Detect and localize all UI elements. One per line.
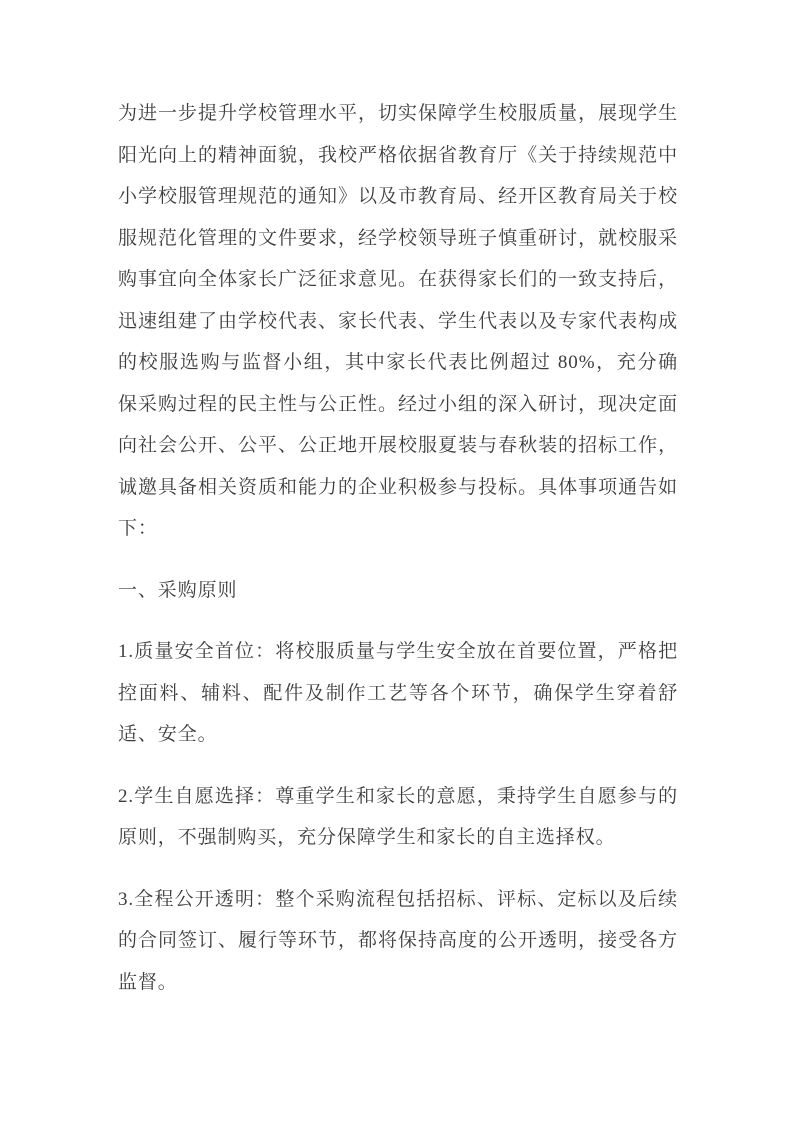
principle-open-transparency: 3.全程公开透明：整个采购流程包括招标、评标、定标以及后续的合同签订、履行等环节，都将保持高度的公开透明，接受各方监督。: [118, 888, 678, 993]
intro-paragraph: 为进一步提升学校管理水平，切实保障学生校服质量，展现学生阳光向上的精神面貌，我校严格依据省教育厅《关于持续规范中小学校服管理规范的通知》以及市教育局、经开区教育局关于校服规范化管理的文件要求，经学校领导班子慎重研讨，就校服采购事宜向全体家长广泛征求意见。在获得家长们的一致支持后，迅速组建了由学校代表、家长代表、学生代表以及专家代表构成的校服选购与监督小组，其中家长代表比例超过 80%，充分确保采购过程的民主性与公正性。经过小组的深入研讨，现决定面向社会公开、公平、公正地开展校服夏装与春秋装的招标工作，诚邀具备相关资质和能力的企业积极参与投标。具体事项通告如下：: [118, 103, 678, 539]
principle-quality-safety: 1.质量安全首位：将校服质量与学生安全放在首要位置，严格把控面料、辅料、配件及制作工艺等各个环节，确保学生穿着舒适、安全。: [118, 641, 678, 745]
document-content: [118, 93, 678, 1023]
principle-voluntary-choice: 2.学生自愿选择：尊重学生和家长的意愿，秉持学生自愿参与的原则，不强制购买，充分保障学生和家长的自主选择权。: [118, 785, 678, 848]
section-heading: 一、采购原则: [118, 579, 238, 601]
